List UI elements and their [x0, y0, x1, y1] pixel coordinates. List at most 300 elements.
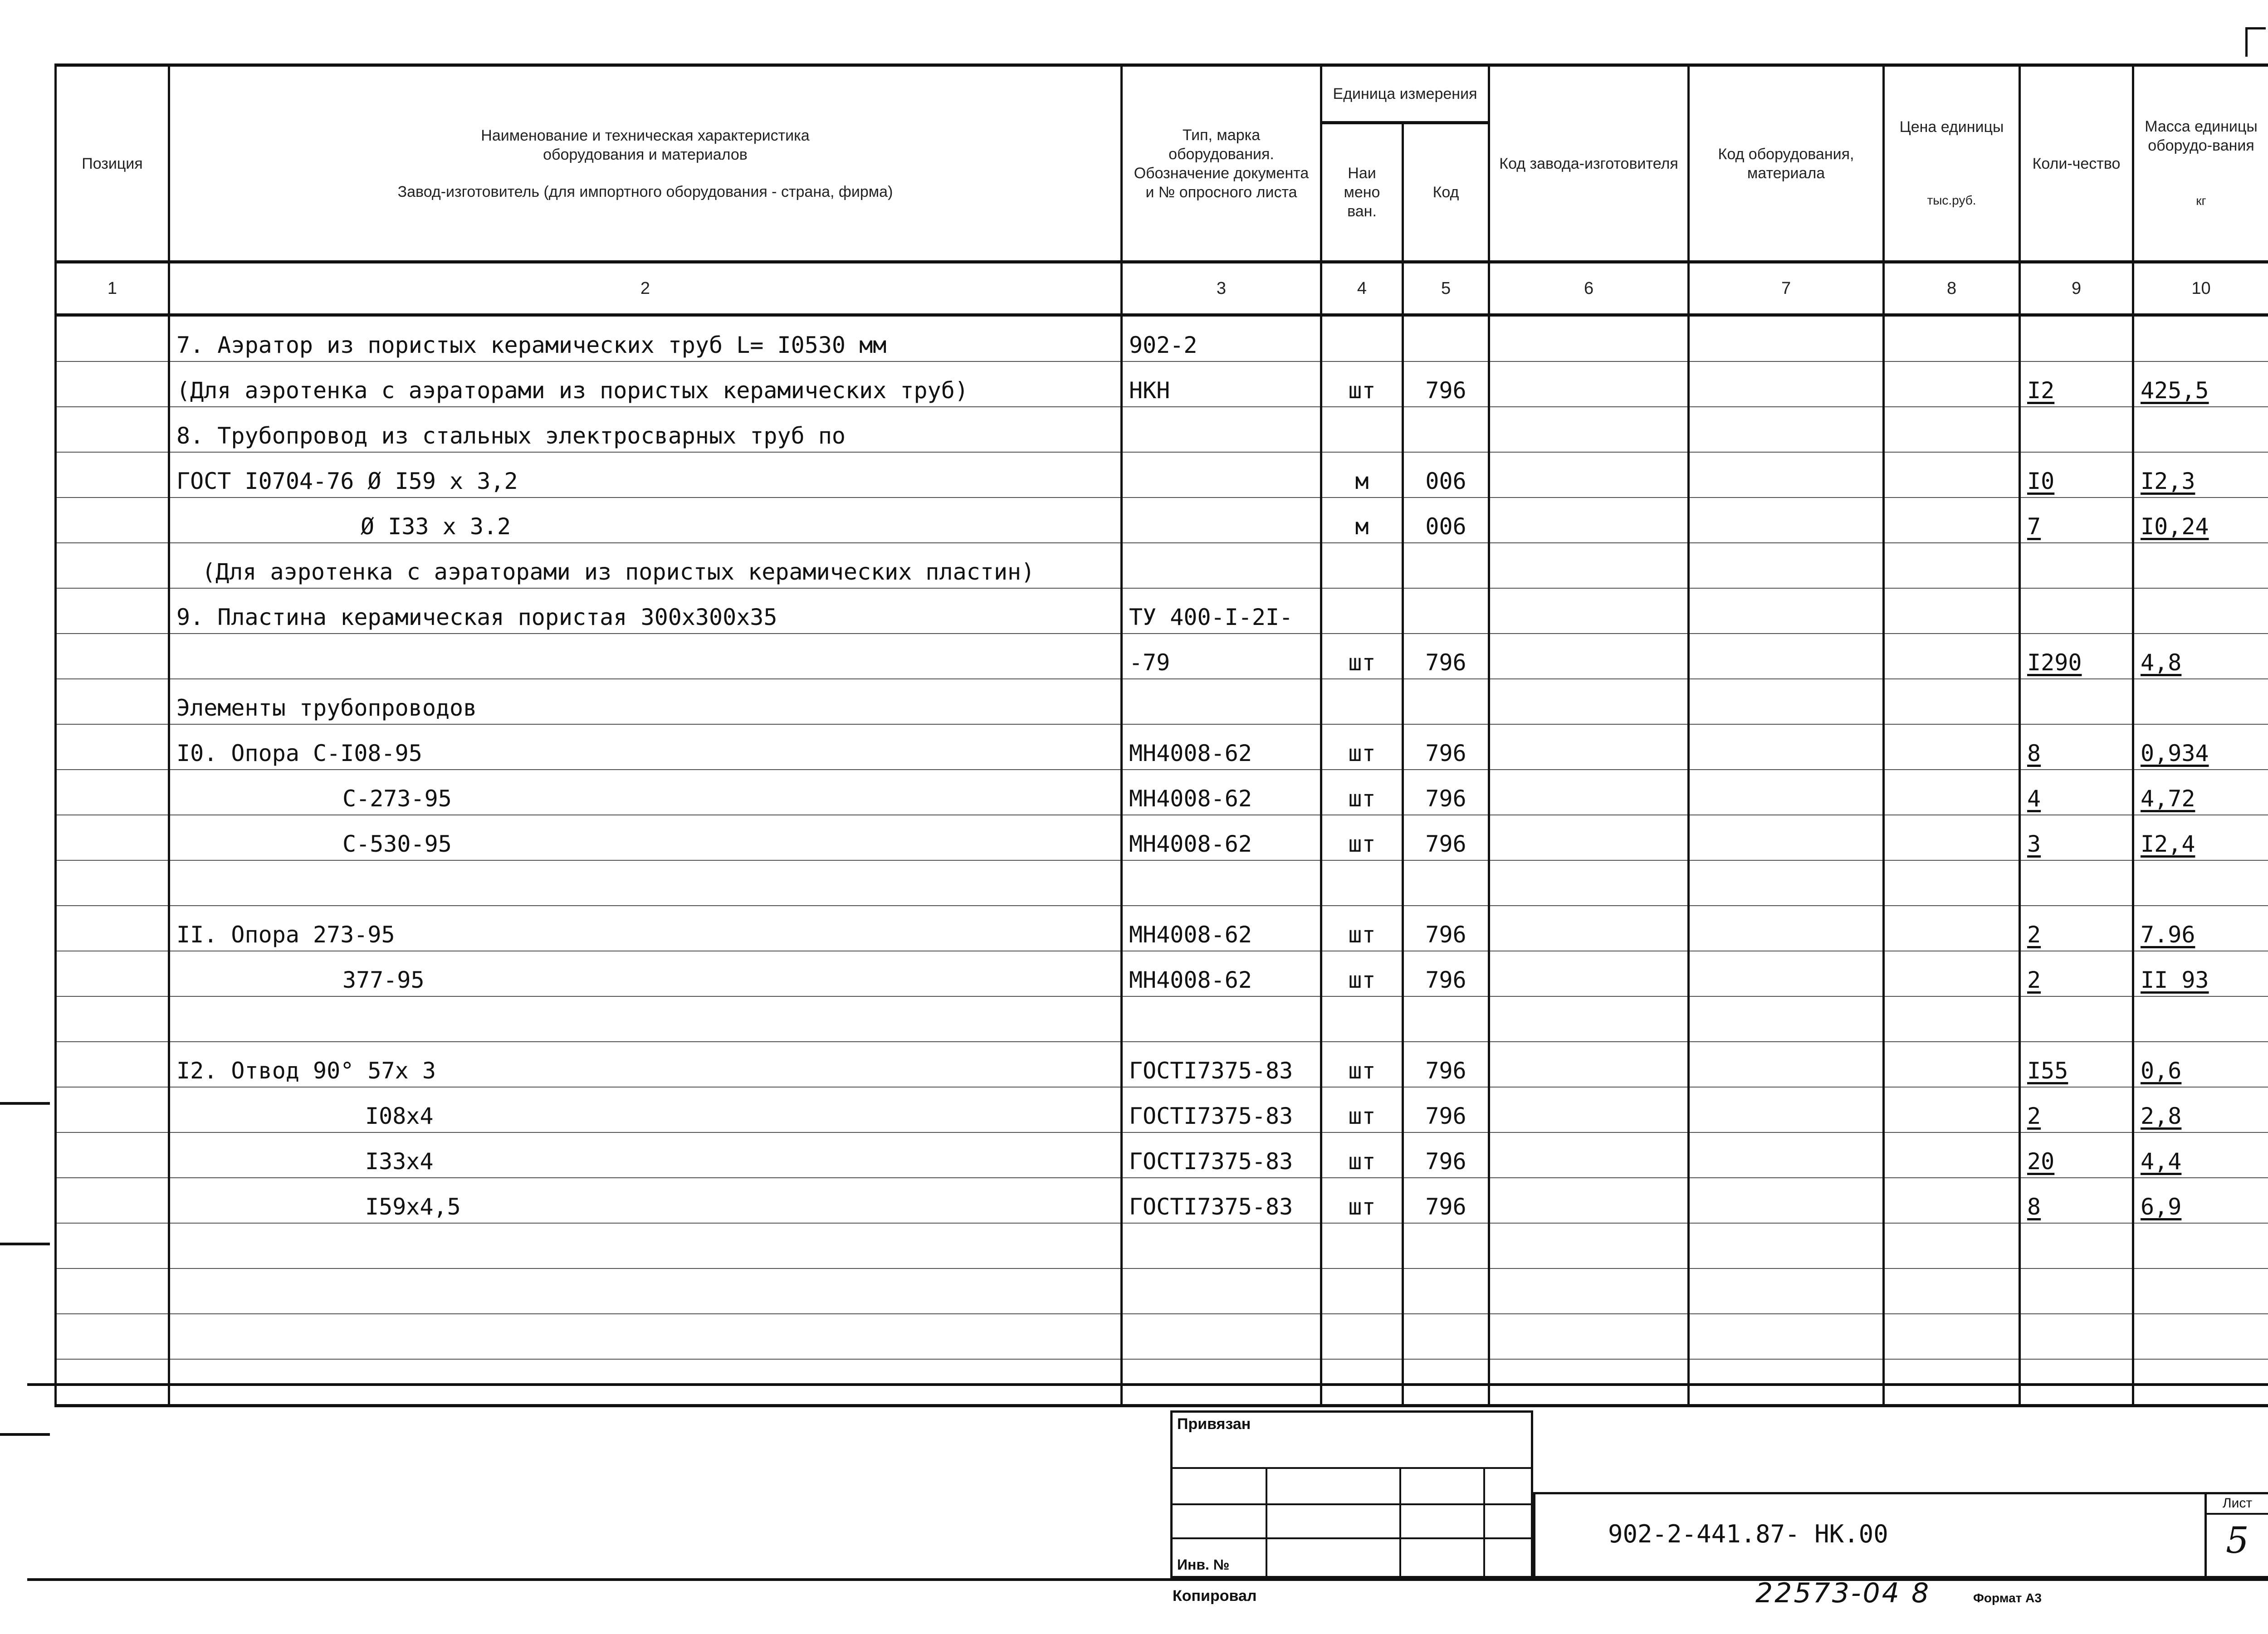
- unit-cell: шт: [1321, 1042, 1403, 1087]
- material-code-cell: [1689, 1268, 1884, 1314]
- column-number-row: [56, 262, 2268, 315]
- table-row: [56, 1087, 2268, 1132]
- type-cell: [1122, 1223, 1321, 1268]
- type-cell: [1122, 860, 1321, 906]
- unit-cell: шт: [1321, 634, 1403, 679]
- material-code-cell: [1689, 679, 1884, 724]
- material-code-cell: [1689, 1359, 1884, 1406]
- position-cell: [56, 815, 169, 860]
- unit-code-cell: [1403, 1314, 1489, 1359]
- unit-code-cell: [1403, 315, 1489, 362]
- header-type: Тип, марка оборудования. Обозначение документа и № опросного листа: [1122, 65, 1321, 262]
- quantity-cell: [2020, 1223, 2133, 1268]
- stamp-divider: [1173, 1467, 1531, 1469]
- name-cell: [169, 1268, 1122, 1314]
- name-cell: I08x4: [169, 1087, 1122, 1132]
- price-cell: [1884, 1223, 2020, 1268]
- plant-code-cell: [1489, 815, 1689, 860]
- material-code-cell: [1689, 1223, 1884, 1268]
- unit-code-cell: 796: [1403, 1087, 1489, 1132]
- price-cell: [1884, 860, 2020, 906]
- mass-cell: [2133, 407, 2268, 452]
- header-name: [169, 65, 1122, 262]
- plant-code-cell: [1489, 452, 1689, 498]
- mass-cell: 0,934: [2133, 724, 2268, 770]
- position-cell: [56, 1223, 169, 1268]
- table-row: [56, 679, 2268, 724]
- mass-cell: [2133, 679, 2268, 724]
- quantity-cell: [2020, 588, 2133, 634]
- plant-code-cell: [1489, 679, 1689, 724]
- material-code-cell: [1689, 860, 1884, 906]
- name-cell: ГОСТ I0704-76 Ø I59 x 3,2: [169, 452, 1122, 498]
- quantity-cell: [2020, 860, 2133, 906]
- table-row: [56, 996, 2268, 1042]
- price-cell: [1884, 1314, 2020, 1359]
- mass-cell: 4,72: [2133, 770, 2268, 815]
- plant-code-cell: [1489, 1087, 1689, 1132]
- material-code-cell: [1689, 1132, 1884, 1178]
- material-code-cell: [1689, 407, 1884, 452]
- material-code-cell: [1689, 361, 1884, 407]
- mass-cell: [2133, 860, 2268, 906]
- frame-line: [27, 1578, 2268, 1581]
- price-cell: [1884, 361, 2020, 407]
- column-number: 2: [169, 262, 1122, 315]
- plant-code-cell: [1489, 1042, 1689, 1087]
- price-cell: [1884, 543, 2020, 588]
- unit-cell: шт: [1321, 770, 1403, 815]
- mass-cell: [2133, 996, 2268, 1042]
- unit-code-cell: [1403, 1359, 1489, 1406]
- price-cell: [1884, 1359, 2020, 1406]
- material-code-cell: [1689, 951, 1884, 996]
- plant-code-cell: [1489, 361, 1689, 407]
- table-row: [56, 1268, 2268, 1314]
- unit-code-cell: [1403, 1223, 1489, 1268]
- price-cell: [1884, 1268, 2020, 1314]
- table-row: [56, 815, 2268, 860]
- material-code-cell: [1689, 1178, 1884, 1223]
- type-cell: [1122, 543, 1321, 588]
- material-code-cell: [1689, 724, 1884, 770]
- table-row: [56, 1132, 2268, 1178]
- price-cell: [1884, 906, 2020, 951]
- quantity-cell: 3: [2020, 815, 2133, 860]
- plant-code-cell: [1489, 996, 1689, 1042]
- quantity-cell: I55: [2020, 1042, 2133, 1087]
- type-cell: МН4008-62: [1122, 724, 1321, 770]
- plant-code-cell: [1489, 1223, 1689, 1268]
- price-cell: [1884, 770, 2020, 815]
- header-unit-name: Наи мено ван.: [1321, 123, 1403, 262]
- position-cell: [56, 634, 169, 679]
- name-cell: (Для аэротенка с аэраторами из пористых керамических труб): [169, 361, 1122, 407]
- name-cell: 9. Пластина керамическая пористая 300x300x35: [169, 588, 1122, 634]
- unit-code-cell: [1403, 860, 1489, 906]
- table-row: [56, 361, 2268, 407]
- unit-code-cell: [1403, 407, 1489, 452]
- unit-code-cell: [1403, 679, 1489, 724]
- table-row: [56, 1042, 2268, 1087]
- quantity-cell: 2: [2020, 906, 2133, 951]
- table-row: [56, 860, 2268, 906]
- quantity-cell: [2020, 1314, 2133, 1359]
- header-name-line1: Наименование и техническая характеристика: [481, 127, 810, 144]
- header-price-label: Цена единицы: [1899, 118, 2004, 136]
- table-row: [56, 315, 2268, 362]
- header-name-line2: оборудования и материалов: [543, 146, 748, 163]
- table-row: [56, 906, 2268, 951]
- mass-cell: 7.96: [2133, 906, 2268, 951]
- position-cell: [56, 498, 169, 543]
- header-quantity: Коли-чество: [2020, 65, 2133, 262]
- position-cell: [56, 1132, 169, 1178]
- unit-cell: шт: [1321, 724, 1403, 770]
- price-cell: [1884, 1042, 2020, 1087]
- mass-cell: 0,6: [2133, 1042, 2268, 1087]
- mass-cell: [2133, 315, 2268, 362]
- stamp-divider: [1173, 1503, 1531, 1505]
- title-block: [1533, 1492, 2268, 1578]
- unit-cell: шт: [1321, 951, 1403, 996]
- format-label: Формат А3: [1973, 1591, 2042, 1605]
- name-cell: I2. Отвод 90° 57x 3: [169, 1042, 1122, 1087]
- type-cell: [1122, 407, 1321, 452]
- header-plant-code: Код завода-изготовителя: [1489, 65, 1689, 262]
- stamp-divider: [1266, 1467, 1267, 1576]
- unit-code-cell: [1403, 588, 1489, 634]
- price-cell: [1884, 588, 2020, 634]
- document-code: 902-2-441.87- НК.00: [1608, 1520, 1888, 1548]
- header-row: [56, 65, 2268, 123]
- material-code-cell: [1689, 906, 1884, 951]
- quantity-cell: [2020, 543, 2133, 588]
- unit-code-cell: [1403, 996, 1489, 1042]
- margin-tick: [0, 1102, 50, 1105]
- unit-code-cell: 796: [1403, 1042, 1489, 1087]
- copied-label: Копировал: [1173, 1587, 1257, 1605]
- material-code-cell: [1689, 634, 1884, 679]
- position-cell: [56, 1314, 169, 1359]
- unit-code-cell: 796: [1403, 906, 1489, 951]
- quantity-cell: 8: [2020, 724, 2133, 770]
- price-cell: [1884, 1178, 2020, 1223]
- table-row: [56, 770, 2268, 815]
- position-cell: [56, 996, 169, 1042]
- position-cell: [56, 906, 169, 951]
- plant-code-cell: [1489, 770, 1689, 815]
- unit-cell: [1321, 407, 1403, 452]
- unit-cell: м: [1321, 498, 1403, 543]
- type-cell: -79: [1122, 634, 1321, 679]
- unit-cell: [1321, 315, 1403, 362]
- price-cell: [1884, 679, 2020, 724]
- position-cell: [56, 1268, 169, 1314]
- name-cell: [169, 634, 1122, 679]
- attachment-stamp: [1170, 1410, 1533, 1578]
- mass-cell: 4,4: [2133, 1132, 2268, 1178]
- material-code-cell: [1689, 588, 1884, 634]
- unit-cell: [1321, 1359, 1403, 1406]
- plant-code-cell: [1489, 1132, 1689, 1178]
- name-cell: I0. Опора С-I08-95: [169, 724, 1122, 770]
- name-cell: II. Опора 273-95: [169, 906, 1122, 951]
- quantity-cell: 8: [2020, 1178, 2133, 1223]
- frame-line: [27, 1383, 2268, 1386]
- table-row: [56, 498, 2268, 543]
- attached-label: Привязан: [1177, 1415, 1251, 1433]
- column-number: 10: [2133, 262, 2268, 315]
- quantity-cell: 2: [2020, 951, 2133, 996]
- position-cell: [56, 1359, 169, 1406]
- mass-cell: 425,5: [2133, 361, 2268, 407]
- plant-code-cell: [1489, 1359, 1689, 1406]
- stamp-divider: [1399, 1467, 1401, 1576]
- table-row: [56, 543, 2268, 588]
- mass-cell: 2,8: [2133, 1087, 2268, 1132]
- position-cell: [56, 860, 169, 906]
- price-cell: [1884, 1087, 2020, 1132]
- material-code-cell: [1689, 996, 1884, 1042]
- mass-cell: II 93: [2133, 951, 2268, 996]
- plant-code-cell: [1489, 315, 1689, 362]
- type-cell: НКН: [1122, 361, 1321, 407]
- table-row: [56, 1314, 2268, 1359]
- header-material-code: Код оборудования, материала: [1689, 65, 1884, 262]
- plant-code-cell: [1489, 407, 1689, 452]
- table-row: [56, 1359, 2268, 1406]
- mass-cell: [2133, 543, 2268, 588]
- sheet-label: Лист: [2207, 1492, 2268, 1515]
- name-cell: 8. Трубопровод из стальных электросварных труб по: [169, 407, 1122, 452]
- unit-code-cell: 796: [1403, 361, 1489, 407]
- mass-cell: 4,8: [2133, 634, 2268, 679]
- mass-cell: [2133, 1314, 2268, 1359]
- plant-code-cell: [1489, 1178, 1689, 1223]
- unit-code-cell: 796: [1403, 815, 1489, 860]
- type-cell: [1122, 1359, 1321, 1406]
- type-cell: ГОСТI7375-83: [1122, 1132, 1321, 1178]
- mass-cell: I2,3: [2133, 452, 2268, 498]
- name-cell: [169, 1223, 1122, 1268]
- position-cell: [56, 1178, 169, 1223]
- mass-cell: [2133, 588, 2268, 634]
- unit-code-cell: 796: [1403, 770, 1489, 815]
- unit-cell: м: [1321, 452, 1403, 498]
- price-cell: [1884, 452, 2020, 498]
- table-row: [56, 634, 2268, 679]
- price-cell: [1884, 1132, 2020, 1178]
- plant-code-cell: [1489, 951, 1689, 996]
- column-number: 3: [1122, 262, 1321, 315]
- position-cell: [56, 588, 169, 634]
- plant-code-cell: [1489, 588, 1689, 634]
- type-cell: МН4008-62: [1122, 951, 1321, 996]
- unit-code-cell: 796: [1403, 1132, 1489, 1178]
- header-name-line3: Завод-изготовитель (для импортного оборудования - страна, фирма): [397, 183, 893, 200]
- mass-cell: [2133, 1359, 2268, 1406]
- material-code-cell: [1689, 452, 1884, 498]
- type-cell: МН4008-62: [1122, 815, 1321, 860]
- type-cell: [1122, 498, 1321, 543]
- position-cell: [56, 1042, 169, 1087]
- quantity-cell: 2: [2020, 1087, 2133, 1132]
- unit-code-cell: 006: [1403, 452, 1489, 498]
- type-cell: [1122, 679, 1321, 724]
- unit-cell: шт: [1321, 1132, 1403, 1178]
- type-cell: ГОСТI7375-83: [1122, 1042, 1321, 1087]
- quantity-cell: [2020, 407, 2133, 452]
- unit-code-cell: 796: [1403, 951, 1489, 996]
- material-code-cell: [1689, 498, 1884, 543]
- unit-cell: [1321, 679, 1403, 724]
- unit-cell: шт: [1321, 906, 1403, 951]
- column-number: 1: [56, 262, 169, 315]
- position-cell: [56, 407, 169, 452]
- header-unit-code: Код: [1403, 123, 1489, 262]
- unit-cell: [1321, 996, 1403, 1042]
- position-cell: [56, 1087, 169, 1132]
- unit-cell: [1321, 860, 1403, 906]
- unit-cell: шт: [1321, 1178, 1403, 1223]
- table-body: [56, 315, 2268, 1406]
- header-mass-label: Масса единицы оборудо-вания: [2145, 117, 2258, 154]
- header-price-unit: тыс.руб.: [1927, 193, 1976, 207]
- table-row: [56, 724, 2268, 770]
- specification-table: [54, 63, 2268, 1407]
- plant-code-cell: [1489, 906, 1689, 951]
- position-cell: [56, 452, 169, 498]
- position-cell: [56, 315, 169, 362]
- quantity-cell: [2020, 315, 2133, 362]
- position-cell: [56, 679, 169, 724]
- header-price: [1884, 65, 2020, 262]
- header-unit-group: Единица измерения: [1321, 65, 1489, 123]
- material-code-cell: [1689, 770, 1884, 815]
- name-cell: С-530-95: [169, 815, 1122, 860]
- table-row: [56, 407, 2268, 452]
- table-row: [56, 951, 2268, 996]
- mass-cell: I2,4: [2133, 815, 2268, 860]
- plant-code-cell: [1489, 1314, 1689, 1359]
- name-cell: Элементы трубопроводов: [169, 679, 1122, 724]
- type-cell: [1122, 452, 1321, 498]
- unit-cell: шт: [1321, 1087, 1403, 1132]
- type-cell: МН4008-62: [1122, 906, 1321, 951]
- margin-tick: [0, 1433, 50, 1436]
- plant-code-cell: [1489, 860, 1689, 906]
- unit-cell: шт: [1321, 815, 1403, 860]
- type-cell: [1122, 1268, 1321, 1314]
- inventory-label: Инв. №: [1177, 1556, 1230, 1573]
- plant-code-cell: [1489, 498, 1689, 543]
- position-cell: [56, 770, 169, 815]
- unit-code-cell: 796: [1403, 724, 1489, 770]
- header-mass: [2133, 65, 2268, 262]
- material-code-cell: [1689, 1042, 1884, 1087]
- quantity-cell: I2: [2020, 361, 2133, 407]
- type-cell: [1122, 996, 1321, 1042]
- unit-code-cell: 796: [1403, 1178, 1489, 1223]
- material-code-cell: [1689, 543, 1884, 588]
- plant-code-cell: [1489, 543, 1689, 588]
- table-row: [56, 1178, 2268, 1223]
- quantity-cell: 7: [2020, 498, 2133, 543]
- quantity-cell: [2020, 679, 2133, 724]
- material-code-cell: [1689, 1087, 1884, 1132]
- sheet-corner-mark: [2245, 27, 2266, 57]
- quantity-cell: I290: [2020, 634, 2133, 679]
- mass-cell: [2133, 1268, 2268, 1314]
- type-cell: ГОСТI7375-83: [1122, 1087, 1321, 1132]
- column-number: 9: [2020, 262, 2133, 315]
- type-cell: МН4008-62: [1122, 770, 1321, 815]
- quantity-cell: [2020, 1268, 2133, 1314]
- price-cell: [1884, 815, 2020, 860]
- column-number: 5: [1403, 262, 1489, 315]
- price-cell: [1884, 724, 2020, 770]
- unit-code-cell: 006: [1403, 498, 1489, 543]
- unit-code-cell: [1403, 1268, 1489, 1314]
- quantity-cell: [2020, 996, 2133, 1042]
- unit-cell: [1321, 1268, 1403, 1314]
- margin-tick: [0, 1243, 50, 1245]
- header-mass-unit: кг: [2196, 193, 2206, 208]
- price-cell: [1884, 498, 2020, 543]
- sheet-number-box: [2204, 1492, 2268, 1578]
- name-cell: [169, 1314, 1122, 1359]
- name-cell: С-273-95: [169, 770, 1122, 815]
- price-cell: [1884, 315, 2020, 362]
- unit-cell: [1321, 1314, 1403, 1359]
- table-row: [56, 1223, 2268, 1268]
- unit-cell: [1321, 543, 1403, 588]
- unit-code-cell: 796: [1403, 634, 1489, 679]
- quantity-cell: [2020, 1359, 2133, 1406]
- material-code-cell: [1689, 815, 1884, 860]
- name-cell: [169, 860, 1122, 906]
- price-cell: [1884, 407, 2020, 452]
- column-number: 6: [1489, 262, 1689, 315]
- column-number: 4: [1321, 262, 1403, 315]
- sheet-number: 5: [2226, 1519, 2249, 1561]
- material-code-cell: [1689, 1314, 1884, 1359]
- position-cell: [56, 543, 169, 588]
- name-cell: [169, 996, 1122, 1042]
- mass-cell: I0,24: [2133, 498, 2268, 543]
- type-cell: ГОСТI7375-83: [1122, 1178, 1321, 1223]
- price-cell: [1884, 634, 2020, 679]
- table-row: [56, 452, 2268, 498]
- position-cell: [56, 951, 169, 996]
- header-position: Позиция: [56, 65, 169, 262]
- mass-cell: 6,9: [2133, 1178, 2268, 1223]
- name-cell: Ø I33 x 3.2: [169, 498, 1122, 543]
- unit-cell: [1321, 1223, 1403, 1268]
- type-cell: ТУ 400-I-2I-: [1122, 588, 1321, 634]
- stamp-divider: [1173, 1537, 1531, 1539]
- price-cell: [1884, 996, 2020, 1042]
- unit-code-cell: [1403, 543, 1489, 588]
- material-code-cell: [1689, 315, 1884, 362]
- quantity-cell: 4: [2020, 770, 2133, 815]
- type-cell: [1122, 1314, 1321, 1359]
- table-row: [56, 588, 2268, 634]
- name-cell: 7. Аэратор из пористых керамических труб L= I0530 мм: [169, 315, 1122, 362]
- name-cell: [169, 1359, 1122, 1406]
- type-cell: 902-2: [1122, 315, 1321, 362]
